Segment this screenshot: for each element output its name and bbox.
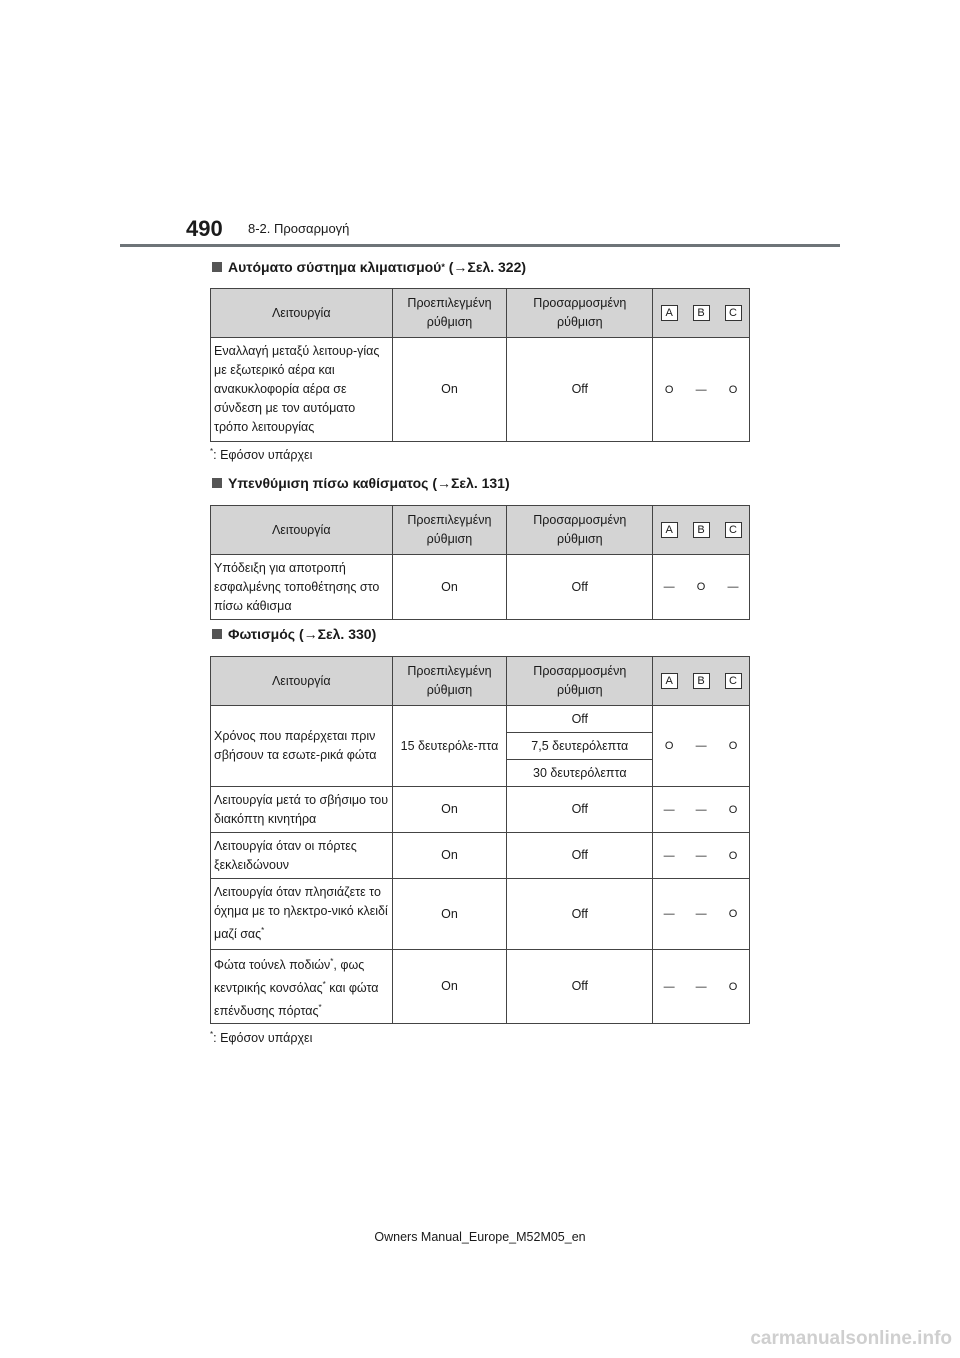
cell-custom: Off: [507, 338, 653, 442]
table-row: [211, 338, 750, 442]
value-b: —: [695, 803, 707, 816]
cell-abc: [653, 787, 750, 833]
cell-abc: [653, 950, 750, 1024]
table-row: [211, 706, 750, 733]
cell-custom-option: 7,5 δευτερόλεπτα: [507, 733, 653, 760]
value-b: —: [695, 849, 707, 862]
label-c: C: [725, 305, 742, 321]
value-b: —: [695, 383, 707, 396]
value-a: —: [663, 908, 675, 920]
asterisk: *: [330, 957, 334, 966]
footnote: [210, 447, 312, 462]
table-header-row: [211, 289, 750, 338]
label-b: B: [693, 305, 710, 321]
cell-function-text: Φώτα τούνελ ποδιών: [214, 958, 331, 973]
cell-default: On: [392, 555, 507, 620]
header-abc: [653, 506, 750, 555]
label-c: C: [725, 673, 742, 689]
asterisk: *: [210, 447, 214, 456]
value-c: O: [726, 739, 741, 753]
cell-function: Χρόνος που παρέρχεται πριν σβήσουν τα εσωτε-ρικά φώτα: [211, 706, 393, 787]
rear-seat-table: [210, 505, 750, 620]
asterisk: *: [318, 1003, 322, 1013]
cell-abc: [653, 555, 750, 620]
cell-default: On: [392, 833, 507, 879]
cell-function: Λειτουργία όταν οι πόρτες ξεκλειδώνουν: [211, 833, 393, 879]
asterisk: *: [261, 926, 265, 936]
label-b: B: [693, 673, 710, 689]
value-c: O: [726, 383, 741, 397]
table-row: [211, 950, 750, 1024]
heading-climate: [212, 259, 526, 275]
cell-default: On: [392, 787, 507, 833]
header-custom: Προσαρμοσμένη ρύθμιση: [507, 289, 653, 338]
table-row: [211, 787, 750, 833]
table-header-row: [211, 657, 750, 706]
page-ref: (→Σελ. 330): [298, 626, 377, 642]
cell-abc: [653, 833, 750, 879]
cell-default: On: [392, 879, 507, 950]
label-a: A: [661, 522, 678, 538]
bullet-square-icon: [212, 262, 222, 272]
cell-custom: Off: [507, 950, 653, 1024]
header-abc: [653, 657, 750, 706]
page-number: 490: [186, 216, 223, 241]
asterisk: *: [322, 980, 326, 990]
value-a: O: [662, 383, 677, 397]
label-c: C: [725, 522, 742, 538]
value-b: —: [695, 908, 707, 920]
header-default: Προεπιλεγμένη ρύθμιση: [392, 289, 507, 338]
cell-function: Λειτουργία μετά το σβήσιμο του διακόπτη κινητήρα: [211, 787, 393, 833]
heading-text: Φωτισμός: [228, 626, 296, 642]
cell-function-text: Λειτουργία όταν πλησιάζετε το όχημα με το ηλεκτρο-νικό κλειδί μαζί σας: [214, 885, 388, 942]
table-row: [211, 833, 750, 879]
header-custom: Προσαρμοσμένη ρύθμιση: [507, 506, 653, 555]
heading-text: Αυτόματο σύστημα κλιματισμού: [228, 259, 442, 275]
cell-default: On: [392, 338, 507, 442]
cell-custom: Off: [507, 555, 653, 620]
cell-custom: Off: [507, 879, 653, 950]
value-a: O: [662, 739, 677, 753]
value-a: —: [663, 849, 675, 862]
value-a: —: [663, 803, 675, 816]
header-function: Λειτουργία: [211, 289, 393, 338]
cell-default: On: [392, 950, 507, 1024]
footer-text: Owners Manual_Europe_M52M05_en: [374, 1230, 586, 1244]
cell-function-text: , φως κεντρικής κονσόλας: [214, 958, 365, 996]
footnote: [210, 1030, 312, 1045]
cell-function: [211, 950, 393, 1024]
header-function: Λειτουργία: [211, 657, 393, 706]
page-ref: (→Σελ. 131): [432, 475, 510, 491]
header-default: Προεπιλεγμένη ρύθμιση: [392, 657, 507, 706]
header-function: Λειτουργία: [211, 506, 393, 555]
cell-function-text: και φώτα επένδυσης πόρτας: [214, 981, 379, 1019]
value-c: O: [726, 980, 741, 994]
page-ref: (→Σελ. 322): [448, 259, 527, 275]
section-title: 8-2. Προσαρμογή: [248, 221, 350, 236]
value-a: —: [663, 581, 675, 593]
asterisk: *: [441, 262, 445, 272]
cell-abc: [653, 338, 750, 442]
value-b: —: [695, 740, 707, 752]
heading-rear-seat: [212, 475, 510, 491]
cell-function: [211, 879, 393, 950]
header-custom: Προσαρμοσμένη ρύθμιση: [507, 657, 653, 706]
value-a: —: [663, 980, 675, 993]
cell-abc: [653, 706, 750, 787]
cell-custom-option: Off: [507, 706, 653, 733]
value-c: O: [726, 803, 741, 817]
label-a: A: [661, 673, 678, 689]
bullet-square-icon: [212, 629, 222, 639]
watermark-logo: carmanualsonline.info: [750, 1328, 952, 1349]
footnote-text: : Εφόσον υπάρχει: [213, 448, 313, 463]
cell-custom-option: 30 δευτερόλεπτα: [507, 760, 653, 787]
cell-abc: [653, 879, 750, 950]
value-c: —: [727, 581, 739, 593]
value-b: O: [694, 580, 709, 594]
header-rule: [120, 244, 840, 247]
header-default: Προεπιλεγμένη ρύθμιση: [392, 506, 507, 555]
value-b: —: [695, 980, 707, 993]
heading-lighting: [212, 626, 376, 642]
cell-custom: Off: [507, 787, 653, 833]
asterisk: *: [210, 1030, 214, 1039]
header-abc: [653, 289, 750, 338]
cell-function: Εναλλαγή μεταξύ λειτουρ-γίας με εξωτερικό αέρα και ανακυκλοφορία αέρα σε σύνδεση με τον αυτόματο τρόπο λειτουργίας: [211, 338, 393, 442]
heading-text: Υπενθύμιση πίσω καθίσματος: [228, 475, 429, 491]
footnote-text: : Εφόσον υπάρχει: [213, 1031, 313, 1046]
cell-function: Υπόδειξη για αποτροπή εσφαλμένης τοποθέτησης στο πίσω κάθισμα: [211, 555, 393, 620]
table-row: [211, 555, 750, 620]
value-c: O: [726, 849, 741, 863]
bullet-square-icon: [212, 478, 222, 488]
label-a: A: [661, 305, 678, 321]
cell-custom: Off: [507, 833, 653, 879]
cell-default: 15 δευτερόλε-πτα: [392, 706, 507, 787]
climate-table: [210, 288, 750, 442]
table-header-row: [211, 506, 750, 555]
label-b: B: [693, 522, 710, 538]
value-c: O: [726, 907, 741, 921]
lighting-table: [210, 656, 750, 1024]
table-row: [211, 879, 750, 950]
